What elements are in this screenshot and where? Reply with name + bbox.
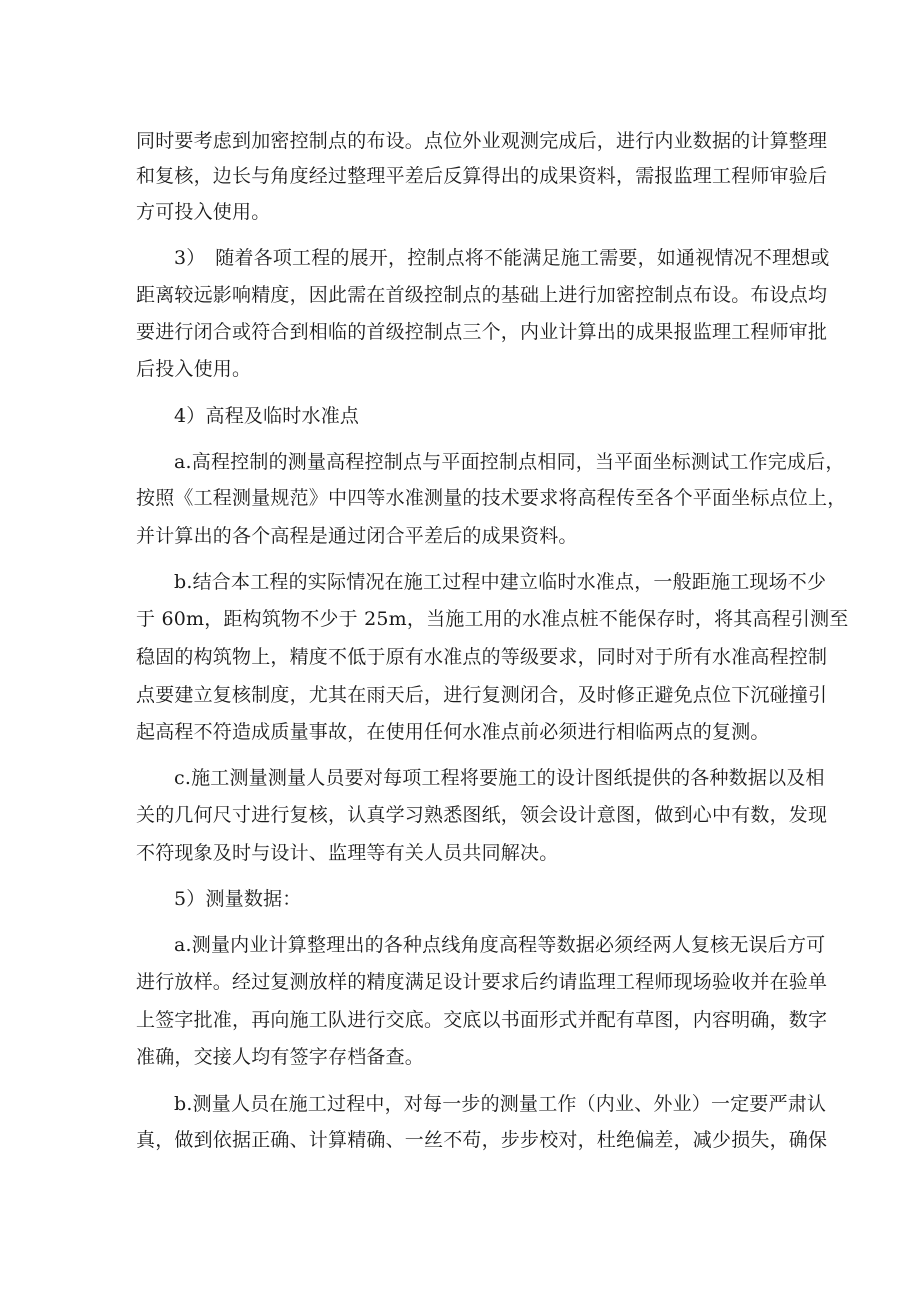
paragraph-b-start: b.测量人员在施工过程中，对每一步的测量工作（内业、外业）一定要严肃认 <box>174 1093 827 1115</box>
text-line: 同时要考虑到加密控制点的布设。点位外业观测完成后，进行内业数据的计算整理 <box>136 130 828 152</box>
list-item-3: 3） 随着各项工程的展开，控制点将不能满足施工需要，如通视情况不理想或 <box>174 247 830 269</box>
text-line: 进行放样。经过复测放样的精度满足设计要求后约请监理工程师现场验收并在验单 <box>136 971 828 993</box>
text-line: 并计算出的各个高程是通过闭合平差后的成果资料。 <box>136 525 578 547</box>
paragraph-b-start: b.结合本工程的实际情况在施工过程中建立临时水准点，一般距施工现场不少 <box>174 571 827 593</box>
text-line: 准确，交接人均有签字存档备查。 <box>136 1046 425 1068</box>
text-line: 起高程不符造成质量事故，在使用任何水准点前必须进行相临两点的复测。 <box>136 721 770 743</box>
text-line: 稳固的构筑物上，精度不低于原有水准点的等级要求，同时对于所有水准高程控制 <box>136 646 828 668</box>
text-line: 不符现象及时与设计、监理等有关人员共同解决。 <box>136 842 559 864</box>
section-heading-5: 5）测量数据： <box>174 888 302 910</box>
text-line: 关的几何尺寸进行复核，认真学习熟悉图纸，领会设计意图，做到心中有数，发现 <box>136 804 828 826</box>
paragraph-a-start: a.高程控制的测量高程控制点与平面控制点相同，当平面坐标测试工作完成后， <box>174 451 845 473</box>
text-line: 要进行闭合或符合到相临的首级控制点三个，内业计算出的成果报监理工程师审批 <box>136 321 828 343</box>
text-line: 后投入使用。 <box>136 358 252 380</box>
paragraph-a-start: a.测量内业计算整理出的各种点线角度高程等数据必须经两人复核无误后方可 <box>174 934 826 956</box>
text-line: 于 60m，距构筑物不少于 25m，当施工用的水准点桩不能保存时，将其高程引测至 <box>136 608 849 630</box>
text-line: 和复核，边长与角度经过整理平差后反算得出的成果资料，需报监理工程师审验后 <box>136 165 828 187</box>
text-line: 点要建立复核制度，尤其在雨天后，进行复测闭合，及时修正避免点位下沉碰撞引 <box>136 684 828 706</box>
text-line: 上签字批准，再向施工队进行交底。交底以书面形式并配有草图，内容明确，数字 <box>136 1009 828 1031</box>
paragraph-c-start: c.施工测量测量人员要对每项工程将要施工的设计图纸提供的各种数据以及相 <box>174 767 825 789</box>
text-line: 距离较远影响精度，因此需在首级控制点的基础上进行加密控制点布设。布设点均 <box>136 284 828 306</box>
text-line: 按照《工程测量规范》中四等水准测量的技术要求将高程传至各个平面坐标点位上， <box>136 487 847 509</box>
text-line: 真，做到依据正确、计算精确、一丝不苟，步步校对，杜绝偏差，减少损失，确保 <box>136 1129 828 1151</box>
section-heading-4: 4）高程及临时水准点 <box>174 405 360 427</box>
text-line: 方可投入使用。 <box>136 201 271 223</box>
